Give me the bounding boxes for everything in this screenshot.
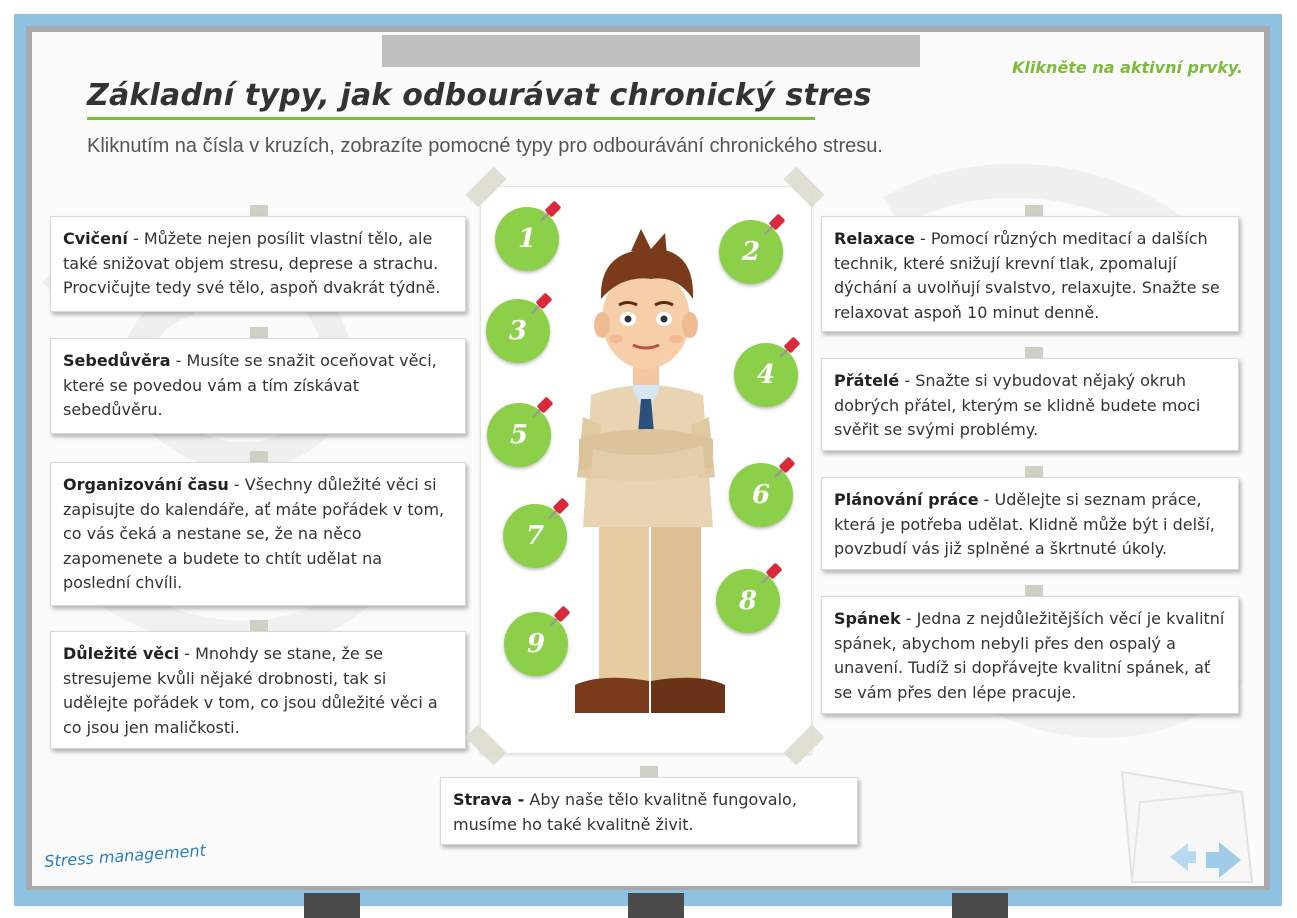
brand-label: Stress management (43, 840, 207, 871)
card-strava (440, 777, 858, 845)
top-placeholder-bar (382, 35, 920, 67)
stand-leg-left (304, 893, 360, 918)
card-organizovani-casu (50, 462, 466, 606)
push-pin-icon (771, 455, 797, 481)
card-text: Aby naše tělo kvalitně fungovalo, musíme ho také kvalitně živit. (453, 790, 797, 834)
card-planovani-prace (821, 477, 1239, 570)
card-title: Sebedůvěra (63, 351, 171, 370)
card-title: Strava - (453, 790, 525, 809)
badge-5[interactable] (487, 403, 551, 467)
card-text: - Můžete nejen posílit vlastní tělo, ale také snižovat objem stresu, deprese a strachu. Procvičujte tedy své tělo, aspoň dvakrát týdně. (63, 229, 441, 297)
title-underline (87, 117, 815, 120)
push-pin-icon (545, 496, 571, 522)
hint-text: Klikněte na aktivní prvky. (1012, 58, 1243, 77)
card-dulezite-veci (50, 631, 466, 749)
card-text: - Jedna z nejdůležitějších věcí je kvalitní spánek, abychom nebyli přes den ospalý a unavení. Tudíž si dopřávejte kvalitní spánek, ať se vám přes den lépe pracuje. (834, 609, 1225, 702)
badge-9[interactable] (504, 612, 568, 676)
push-pin-icon (537, 199, 563, 225)
arrow-left-icon[interactable] (1168, 840, 1198, 874)
card-relaxace (821, 216, 1239, 332)
card-title: Organizování času (63, 475, 229, 494)
badge-number: 9 (526, 629, 546, 659)
push-pin-icon (546, 604, 572, 630)
card-title: Relaxace (834, 229, 915, 248)
badge-3[interactable] (486, 299, 550, 363)
card-text: - Mnohdy se stane, že se stresujeme kvůli nějaké drobnosti, tak si udělejte pořádek v tom, co jsou důležité věci a co jsou jen maličkosti. (63, 644, 438, 737)
card-title: Cvičení (63, 229, 128, 248)
push-pin-icon (529, 395, 555, 421)
badge-7[interactable] (503, 504, 567, 568)
card-title: Přátelé (834, 371, 900, 390)
stand-leg-middle (628, 893, 684, 918)
page-title: Základní typy, jak odbourávat chronický stres (87, 78, 872, 113)
push-pin-icon (758, 561, 784, 587)
card-title: Plánování práce (834, 490, 979, 509)
badge-8[interactable] (716, 569, 780, 633)
push-pin-icon (761, 212, 787, 238)
card-text: - Všechny důležité věci si zapisujte do kalendáře, ať máte pořádek v tom, co vás čeká a nestane se, že na něco zapomenete a budete to chtít udělat na poslední chvíli. (63, 475, 445, 592)
badge-number: 5 (509, 420, 529, 450)
card-title: Spánek (834, 609, 901, 628)
card-text: - Snažte si vybudovat nějaký okruh dobrých přátel, kterým se klidně budete moci svěřit se svými problémy. (834, 371, 1201, 439)
card-text: - Udělejte si seznam práce, která je potřeba udělat. Klidně může být i delší, povzbudí vás již splněné a škrtnuté úkoly. (834, 490, 1215, 558)
badge-number: 6 (751, 480, 771, 510)
card-text: - Pomocí různých meditací a dalších technik, které snižují krevní tlak, zpomalují dýchání a uvolňují svalstvo, relaxujte. Snažte se relaxovat aspoň 10 minut denně. (834, 229, 1220, 322)
push-pin-icon (776, 335, 802, 361)
stand-leg-right (952, 893, 1008, 918)
card-title: Důležité věci (63, 644, 180, 663)
card-text: - Musíte se snažit oceňovat věci, které se povedou vám a tím získávat sebedůvěru. (63, 351, 437, 419)
badge-number: 7 (525, 521, 545, 551)
badge-number: 1 (517, 224, 537, 254)
card-spanek (821, 596, 1239, 714)
badge-number: 8 (738, 586, 758, 616)
badge-number: 4 (756, 360, 776, 390)
card-pratele (821, 358, 1239, 451)
badge-1[interactable] (495, 207, 559, 271)
badge-number: 3 (508, 316, 528, 346)
badge-6[interactable] (729, 463, 793, 527)
subtitle: Kliknutím na čísla v kruzích, zobrazíte pomocné typy pro odbourávání chronického stresu. (87, 135, 883, 157)
arrow-right-icon[interactable] (1203, 840, 1243, 880)
badge-number: 2 (741, 237, 761, 267)
card-cviceni (50, 216, 466, 312)
badge-4[interactable] (734, 343, 798, 407)
card-sebeduvera (50, 338, 466, 434)
push-pin-icon (528, 291, 554, 317)
badge-2[interactable] (719, 220, 783, 284)
